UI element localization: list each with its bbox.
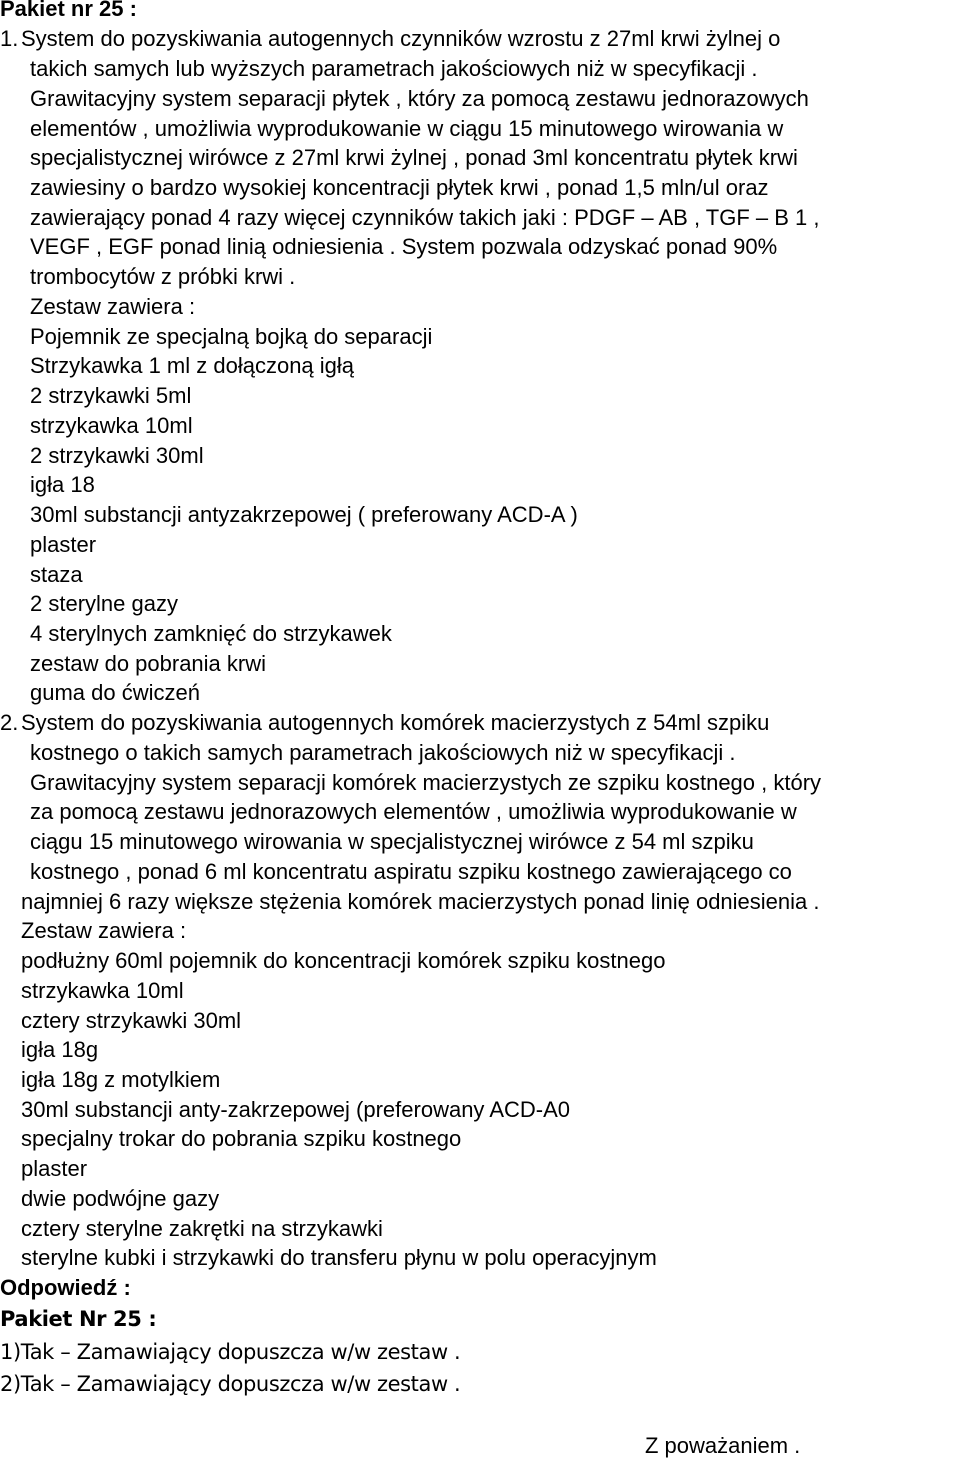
kit-item: igła 18g (21, 1037, 99, 1062)
item1-line: zawiesiny o bardzo wysokiej koncentracji płytek krwi , ponad 1,5 mln/ul oraz (30, 175, 769, 200)
item2-kit-heading: Zestaw zawiera : (21, 918, 187, 943)
item2-line: najmniej 6 razy większe stężenia komórek macierzystych ponad linię odniesienia . (21, 889, 820, 914)
kit-item: 4 sterylnych zamknięć do strzykawek (30, 621, 392, 646)
kit-item: 30ml substancji anty-zakrzepowej (preferowany ACD-A0 (21, 1097, 571, 1122)
answer-package: Pakiet Nr 25 : (0, 1307, 157, 1331)
kit-item: staza (30, 562, 83, 587)
kit-item: igła 18 (30, 472, 95, 497)
kit-item: Pojemnik ze specjalną bojką do separacji (30, 324, 433, 349)
kit-item: 30ml substancji antyzakrzepowej ( preferowany ACD-A ) (30, 502, 578, 527)
item1-line: takich samych lub wyższych parametrach jakościowych niż w specyfikacji . (30, 56, 758, 81)
item2-line: Grawitacyjny system separacji komórek macierzystych ze szpiku kostnego , który (30, 770, 822, 795)
kit-item: podłużny 60ml pojemnik do koncentracji komórek szpiku kostnego (21, 948, 666, 973)
closing-signature: Z poważaniem . (645, 1433, 801, 1458)
kit-item: strzykawka 10ml (30, 413, 193, 438)
kit-item: strzykawka 10ml (21, 978, 184, 1003)
item2-line: kostnego , ponad 6 ml koncentratu aspiratu szpiku kostnego zawierającego co (30, 859, 792, 884)
kit-item: guma do ćwiczeń (30, 680, 200, 705)
kit-item: igła 18g z motylkiem (21, 1067, 221, 1092)
item2-number: 2. (0, 710, 19, 735)
package-title: Pakiet nr 25 : (0, 0, 137, 21)
kit-item: Strzykawka 1 ml z dołączoną igłą (30, 353, 355, 378)
item2-line: System do pozyskiwania autogennych komórek macierzystych z 54ml szpiku (21, 710, 770, 735)
kit-item: plaster (21, 1156, 88, 1181)
item1-line: elementów , umożliwia wyprodukowanie w ciągu 15 minutowego wirowania w (30, 116, 784, 141)
item1-line: Grawitacyjny system separacji płytek , który za pomocą zestawu jednorazowych (30, 86, 809, 111)
kit-item: plaster (30, 532, 97, 557)
answer-line: 2)Tak – Zamawiający dopuszcza w/w zestaw . (0, 1372, 461, 1396)
kit-item: zestaw do pobrania krwi (30, 651, 267, 676)
answer-line: 1)Tak – Zamawiający dopuszcza w/w zestaw . (0, 1340, 461, 1364)
kit-item: dwie podwójne gazy (21, 1186, 220, 1211)
item1-number: 1. (0, 26, 19, 51)
kit-item: cztery strzykawki 30ml (21, 1008, 242, 1033)
kit-item: specjalny trokar do pobrania szpiku kostnego (21, 1126, 462, 1151)
item1-line: zawierający ponad 4 razy więcej czynników takich jaki : PDGF – AB , TGF – B 1 , (30, 205, 820, 230)
item2-line: kostnego o takich samych parametrach jakościowych niż w specyfikacji . (30, 740, 736, 765)
kit-item: cztery sterylne zakrętki na strzykawki (21, 1216, 383, 1241)
answer-heading: Odpowiedź : (0, 1275, 131, 1300)
kit-item: 2 strzykawki 30ml (30, 443, 204, 468)
item1-line: VEGF , EGF ponad linią odniesienia . System pozwala odzyskać ponad 90% (30, 234, 778, 259)
item1-line: System do pozyskiwania autogennych czynników wzrostu z 27ml krwi żylnej o (21, 26, 781, 51)
kit-item: 2 sterylne gazy (30, 591, 178, 616)
item1-line: trombocytów z próbki krwi . (30, 264, 296, 289)
item1-line: specjalistycznej wirówce z 27ml krwi żylnej , ponad 3ml koncentratu płytek krwi (30, 145, 798, 170)
item1-kit-heading: Zestaw zawiera : (30, 294, 196, 319)
kit-item: sterylne kubki i strzykawki do transferu płynu w polu operacyjnym (21, 1245, 657, 1270)
item2-line: za pomocą zestawu jednorazowych elementów , umożliwia wyprodukowanie w (30, 799, 797, 824)
item2-line: ciągu 15 minutowego wirowania w specjalistycznej wirówce z 54 ml szpiku (30, 829, 754, 854)
kit-item: 2 strzykawki 5ml (30, 383, 192, 408)
